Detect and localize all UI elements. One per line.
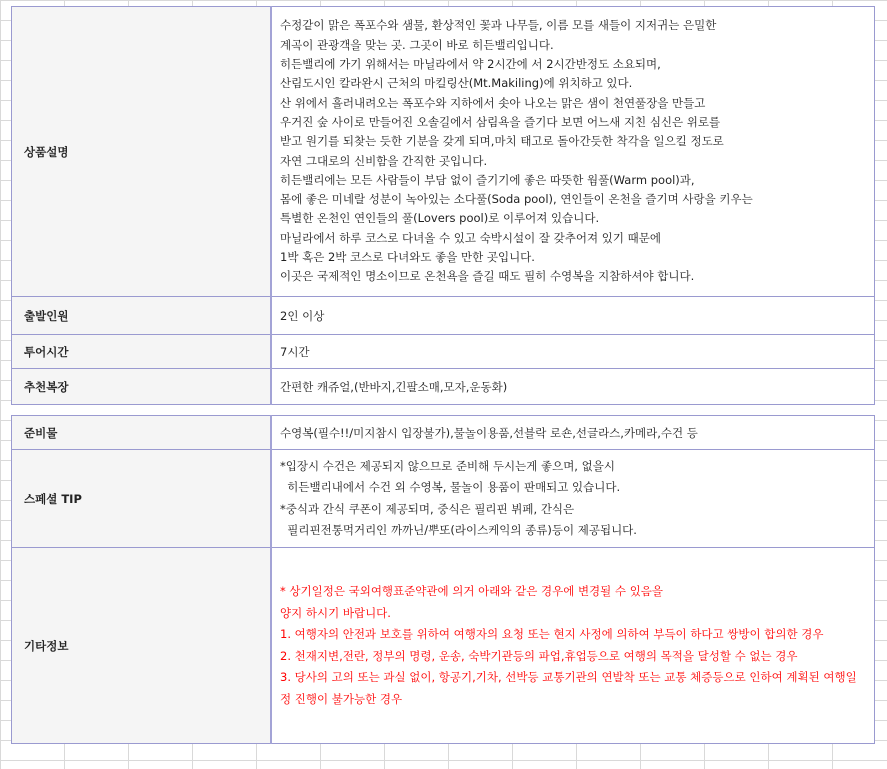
description-line: 이곳은 국제적인 명소이므로 온천욕을 즐길 때도 필히 수영복을 지참하셔야 합니다. <box>280 269 695 284</box>
label-supplies: 준비물 <box>12 416 272 450</box>
tip-line: *입장시 수건은 제공되지 않으므로 준비해 두시는게 좋으며, 없을시 <box>280 458 615 473</box>
supplies-value: 수영복(필수!!/미지참시 입장불가),물놀이용품,선블락 로숀,선글라스,카메라,수건 등 <box>271 416 875 450</box>
special-tip-text <box>271 450 875 548</box>
description-line: 몸에 좋은 미네랄 성분이 녹아있는 소다풀(Soda pool), 연인들이 온천을 즐기며 사랑을 키우는 <box>280 192 753 207</box>
label-tour-time: 투어시간 <box>12 335 272 369</box>
row-special-tip <box>12 450 875 548</box>
description-line: 받고 원기를 되찾는 듯한 기분을 갖게 되며,마치 태고로 돌아간듯한 착각을 일으킬 정도로 <box>280 134 724 149</box>
row-gap <box>12 405 875 416</box>
description-line: 자연 그대로의 신비함을 간직한 곳입니다. <box>280 153 488 168</box>
description-text <box>271 7 875 297</box>
description-line: 우거진 숲 사이로 만들어진 오솔길에서 삼림욕을 즐기다 보면 어느새 지친 심신은 위로를 <box>280 114 721 129</box>
etc-line: 양지 하시기 바랍니다. <box>280 605 391 620</box>
row-departure <box>12 297 875 335</box>
etc-line: * 상기일정은 국외여행표준약관에 의거 아래와 같은 경우에 변경될 수 있음을 <box>280 584 664 598</box>
tip-line: 필리핀전통먹거리인 까까닌/뿌또(라이스케익의 종류)등이 제공됩니다. <box>280 523 637 537</box>
tip-line: *중식과 간식 쿠폰이 제공되며, 중식은 필리핀 뷔페, 간식은 <box>280 501 575 516</box>
description-line: 히든밸리에 가기 위해서는 마닐라에서 약 2시간에 서 2시간반정도 소요되며, <box>280 57 661 72</box>
description-line: 산 위에서 흘러내려오는 폭포수와 지하에서 솟아 나오는 맑은 샘이 천연풀장을 만들고 <box>280 95 706 110</box>
etc-line: 3. 당사의 고의 또는 과실 없이, 항공기,기차, 선박등 교통기관의 연발착 또는 교통 체증등으로 인하여 계획된 여행일정 진행이 불가능한 경우 <box>280 670 857 706</box>
description-line: 히든밸리에는 모든 사람들이 부담 없이 즐기기에 좋은 따뜻한 웜풀(Warm pool)과, <box>280 172 695 187</box>
departure-value: 2인 이상 <box>271 297 875 335</box>
etc-line: 1. 여행자의 안전과 보호를 위하여 여행자의 요청 또는 현지 사정에 의하여 부득이 하다고 쌍방이 합의한 경우 <box>280 627 824 641</box>
attire-value: 간편한 캐쥬얼,(반바지,긴팔소매,모자,운동화) <box>271 369 875 405</box>
description-line: 계곡이 관광객을 맞는 곳. 그곳이 바로 히든밸리입니다. <box>280 37 554 52</box>
label-etc-info: 기타정보 <box>12 548 272 744</box>
gap-cell <box>12 405 875 416</box>
product-info-table <box>11 6 875 744</box>
etc-info-text <box>271 548 875 744</box>
description-line: 특별한 온천인 연인들의 풀(Lovers pool)로 이루어져 있습니다. <box>280 211 600 226</box>
row-description <box>12 7 875 297</box>
tour-time-value: 7시간 <box>271 335 875 369</box>
description-line: 수정같이 맑은 폭포수와 샘물, 환상적인 꽃과 나무들, 이름 모를 새들이 지저귀는 은밀한 <box>280 18 717 33</box>
label-description: 상품설명 <box>12 7 272 297</box>
label-departure: 출발인원 <box>12 297 272 335</box>
description-line: 마닐라에서 하루 코스로 다녀올 수 있고 숙박시설이 잘 갖추어져 있기 때문에 <box>280 230 661 245</box>
row-tour-time <box>12 335 875 369</box>
row-etc-info <box>12 548 875 744</box>
etc-line: 2. 천재지변,전란, 정부의 명령, 운송, 숙박기관등의 파업,휴업등으로 여행의 목적을 달성할 수 없는 경우 <box>280 648 798 663</box>
label-attire: 추천복장 <box>12 369 272 405</box>
row-attire <box>12 369 875 405</box>
label-special-tip: 스페셜 TIP <box>12 450 272 548</box>
row-supplies <box>12 416 875 450</box>
description-line: 산림도시인 칼라완시 근처의 마킬링산(Mt.Makiling)에 위치하고 있다. <box>280 76 633 91</box>
description-line: 1박 혹은 2박 코스로 다녀와도 좋을 만한 곳입니다. <box>280 249 535 264</box>
tip-line: 히든밸리내에서 수건 외 수영복, 물놀이 용품이 판매되고 있습니다. <box>280 480 621 494</box>
